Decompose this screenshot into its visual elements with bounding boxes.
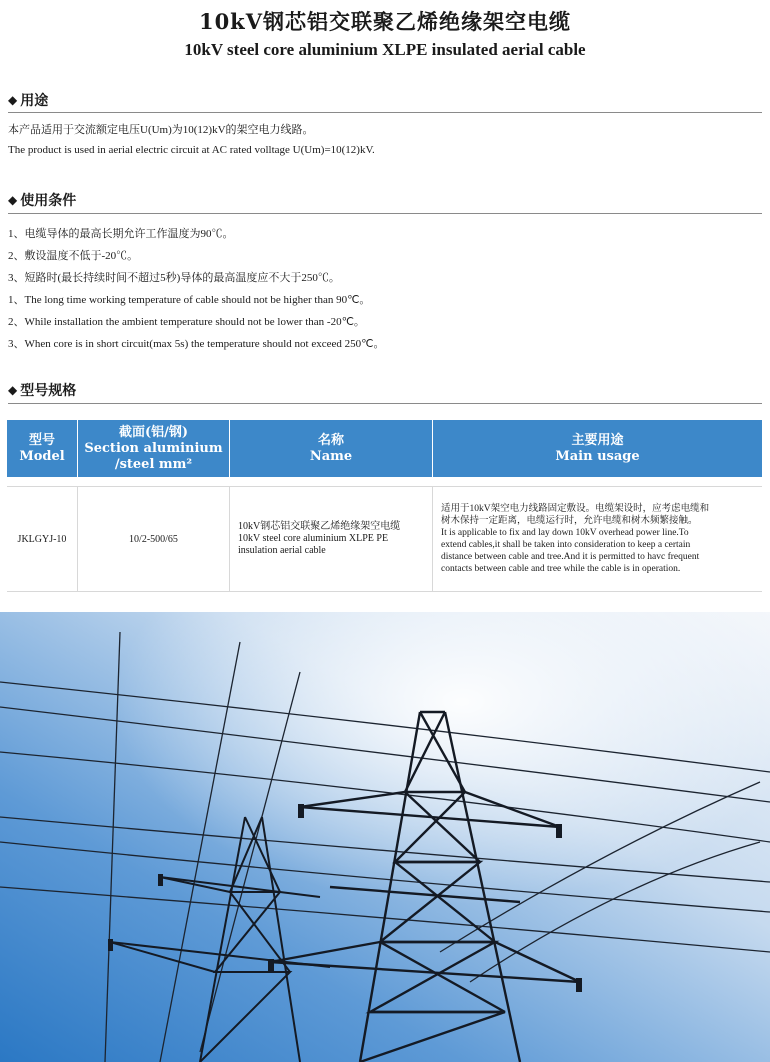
divider [8, 112, 762, 113]
column-header-en: Name [309, 448, 353, 464]
usage-line: 本产品适用于交流额定电压U(Um)为10(12)kV的架空电力线路。 [8, 124, 314, 136]
diamond-icon: ◆ [8, 193, 18, 207]
condition-line: 3、短路时(最长持续时间不超过5秒)导体的最高温度应不大于250℃。 [8, 272, 340, 284]
page-title-cn: 10kV钢芯铝交联聚乙烯绝缘架空电缆 [198, 9, 572, 34]
usage-heading-label: 用途 [20, 93, 49, 109]
column-header-cn: 主要用途 [571, 432, 624, 448]
page-title-en: 10kV steel core aluminium XLPE insulated aerial cable [184, 40, 586, 59]
column-header-cn: 型号 [28, 432, 55, 448]
models-heading [8, 380, 76, 400]
cell-model: JKLGYJ-10 [7, 487, 78, 591]
diamond-icon: ◆ [8, 383, 18, 397]
power-tower-photo [0, 612, 770, 1062]
column-header-en: Model [19, 448, 65, 464]
models-heading-label: 型号规格 [20, 383, 77, 399]
divider [8, 213, 762, 214]
condition-line: 2、While installation the ambient temperature should not be lower than -20℃。 [8, 316, 365, 328]
cell-usage-line: distance between cable and tree.And it is permitted to havc frequent [441, 552, 700, 562]
condition-line: 1、The long time working temperature of cable should not be higher than 90℃。 [8, 294, 371, 306]
spec-table [7, 420, 762, 592]
diamond-icon: ◆ [8, 93, 18, 107]
cell-usage-line: contacts between cable and tree while the cable is in operation. [441, 564, 681, 574]
condition-line: 2、敷设温度不低于-20℃。 [8, 250, 139, 262]
usage-heading [8, 90, 48, 110]
cell-name [230, 487, 433, 591]
cell-usage-line: extend cables,it shall be taken into consideration to keep a certain [441, 540, 691, 550]
column-header-usage [433, 420, 762, 477]
cell-name-line: insulation aerial cable [238, 545, 326, 556]
cell-name-line: 10kV steel core aluminium XLPE PE [238, 533, 389, 544]
conditions-heading [8, 190, 76, 210]
cell-name-line: 10kV钢芯铝交联聚乙烯绝缘架空电缆 [238, 521, 401, 532]
column-header-name [230, 420, 433, 477]
column-header-section [78, 420, 230, 477]
column-header-en: Section aluminium /steel mm² [84, 440, 223, 472]
cell-usage-line: It is applicable to fix and lay down 10kV overhead power line.To [441, 528, 689, 538]
spec-table-header [7, 420, 762, 477]
cell-usage [433, 487, 762, 591]
divider [8, 403, 762, 404]
column-header-en: Main usage [555, 448, 640, 464]
cell-section: 10/2-500/65 [78, 487, 230, 591]
column-header-model [7, 420, 78, 477]
column-header-cn: 截面(铝/钢) [118, 424, 189, 440]
cell-usage-line: 树木保持一定距离，电缆运行时，允许电缆和树木频繁接触。 [441, 516, 698, 526]
usage-line: The product is used in aerial electric circuit at AC rated volltage U(Um)=10(12)kV. [8, 144, 375, 156]
condition-line: 3、When core is in short circuit(max 5s) the temperature should not exceed 250℃。 [8, 338, 385, 350]
cell-usage-line: 适用于10kV架空电力线路固定敷设。电缆架设时，应考虑电缆和 [441, 504, 710, 514]
column-header-cn: 名称 [317, 432, 344, 448]
condition-line: 1、电缆导体的最高长期允许工作温度为90℃。 [8, 228, 234, 240]
table-row [7, 486, 762, 592]
conditions-heading-label: 使用条件 [20, 193, 77, 209]
